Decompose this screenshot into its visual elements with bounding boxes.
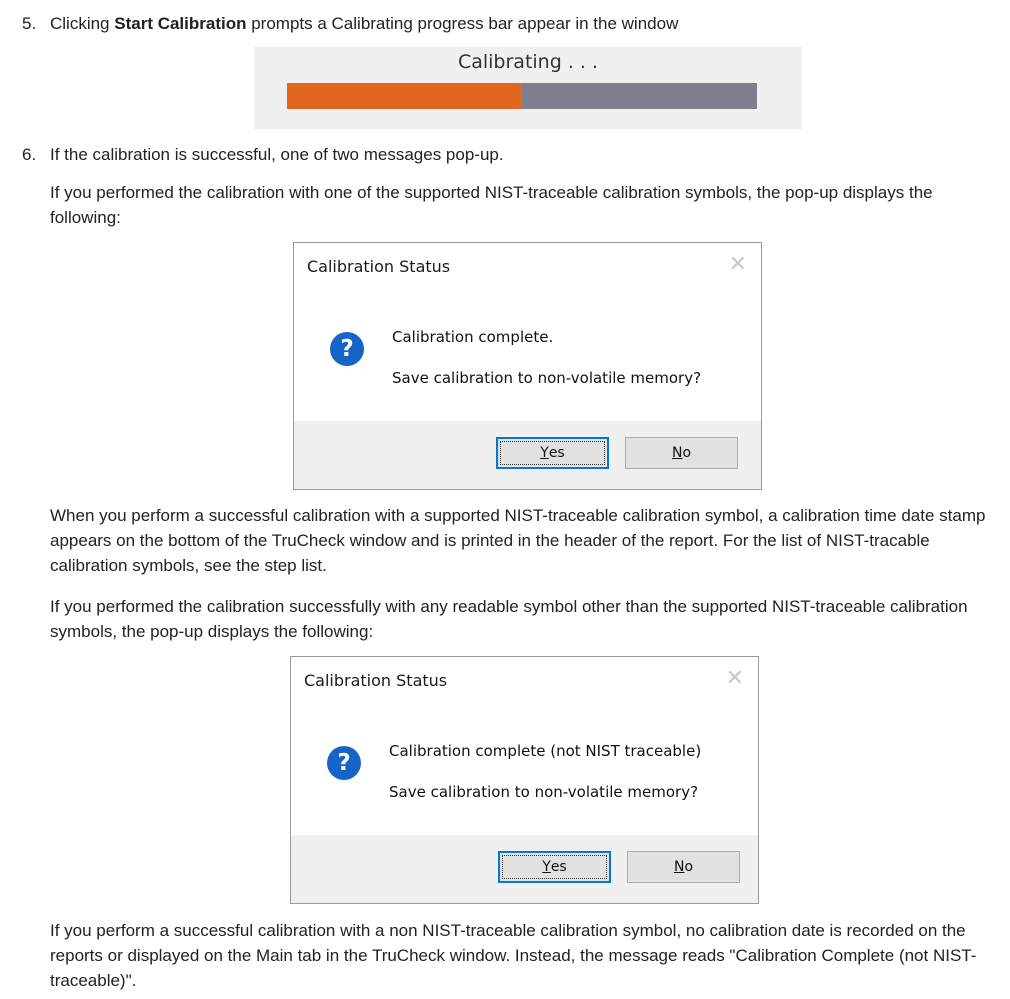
paragraph-non-nist-result: If you perform a successful calibration with a non NIST-traceable calibration symbol, no calibration date is recorded on the reports or displayed on the Main tab in the TruCheck window. Instead, the message reads "Calibration Complete (not NIST-traceable)".	[50, 921, 977, 990]
no-label: o	[682, 445, 692, 461]
dialog-title: Calibration Status	[307, 257, 451, 276]
yes-button[interactable]	[496, 437, 609, 469]
paragraph-non-nist-intro: If you performed the calibration successfully with any readable symbol other than the supported NIST-traceable calibration symbols, the pop-up displays the following:	[50, 597, 968, 641]
yes-mnemonic: Y	[542, 859, 551, 875]
yes-label: es	[550, 859, 567, 875]
dialog-button-bar	[294, 421, 761, 489]
focus-rectangle	[502, 855, 607, 879]
no-button[interactable]	[625, 437, 738, 469]
step-number: 5.	[22, 14, 37, 33]
question-icon: ?	[330, 332, 364, 366]
step-text-before: Clicking	[50, 14, 115, 33]
step-text: If the calibration is successful, one of two messages pop-up.	[50, 145, 504, 164]
dialog-question: Save calibration to non-volatile memory?	[392, 369, 702, 387]
calibrating-progress-panel	[254, 47, 802, 129]
yes-label: es	[548, 445, 565, 461]
dialog-button-bar	[291, 835, 758, 903]
progress-bar	[287, 83, 757, 109]
step-number: 6.	[22, 145, 37, 164]
step-text-after: prompts a Calibrating progress bar appear in the window	[246, 14, 679, 33]
no-button[interactable]	[627, 851, 740, 883]
calibration-status-dialog	[293, 242, 762, 490]
yes-button[interactable]	[498, 851, 611, 883]
progress-fill	[287, 83, 522, 109]
dialog-title: Calibration Status	[304, 671, 448, 690]
no-mnemonic: N	[671, 445, 683, 461]
step-text	[50, 11, 678, 36]
calibration-status-dialog-not-nist	[290, 656, 759, 904]
dialog-message: Calibration complete.	[392, 328, 554, 346]
yes-mnemonic: Y	[540, 445, 549, 461]
start-calibration-bold: Start Calibration	[114, 14, 247, 33]
paragraph-nist-stamp: When you perform a successful calibration with a supported NIST-traceable calibration symbol, a calibration time date stamp appears on the bottom of the TruCheck window and is printed in the header of the report. For the list of NIST-tracable calibration symbols, see the step list.	[50, 506, 986, 575]
progress-label: Calibrating . . .	[457, 51, 599, 73]
dialog-question: Save calibration to non-volatile memory?	[389, 783, 699, 801]
question-icon: ?	[327, 746, 361, 780]
no-label: o	[684, 859, 694, 875]
paragraph-nist-intro: If you performed the calibration with one of the supported NIST-traceable calibration symbols, the pop-up displays the following:	[50, 183, 933, 227]
focus-rectangle	[500, 441, 605, 465]
close-icon[interactable]: ✕	[728, 252, 747, 277]
no-mnemonic: N	[673, 859, 685, 875]
dialog-message: Calibration complete (not NIST traceable)	[389, 742, 702, 760]
close-icon[interactable]: ✕	[725, 666, 744, 691]
